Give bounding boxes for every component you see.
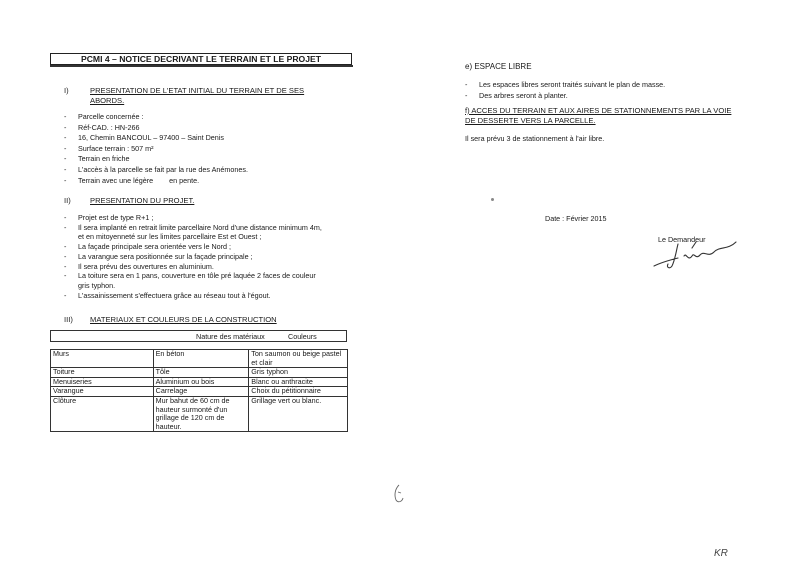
list-item: - Réf-CAD. : HN-266	[64, 123, 248, 134]
section-e-list	[465, 80, 665, 101]
list-item: - 16, Chemin BANCOUL – 97400 – Saint Denis	[64, 133, 248, 144]
section-3-heading-text: MATERIAUX ET COULEURS DE LA CONSTRUCTION	[90, 315, 277, 324]
table-row	[51, 350, 348, 368]
section-2-heading-text: PRESENTATION DU PROJET.	[90, 196, 195, 205]
table-cell-element: Clôture	[51, 396, 154, 431]
table-cell-nature: Mur bahut de 60 cm de hauteur surmonté d'un grillage de 120 cm de hauteur.	[153, 396, 249, 431]
section-3-number: III)	[64, 315, 73, 324]
list-item-line1: - La varangue sera positionnée sur la façade principale ;	[78, 251, 253, 261]
column-header-nature: Nature des matériaux	[196, 332, 265, 341]
title-underline	[50, 65, 353, 67]
section-f-heading-line1: f) ACCES DU TERRAIN ET AUX AIRES DE STATIONNEMENTS PAR LA VOIE	[465, 106, 732, 115]
list-item-line1: - La façade principale sera orientée vers le Nord ;	[78, 242, 232, 252]
list-item: - Terrain avec une légère en pente.	[64, 176, 248, 187]
section-1-list	[64, 112, 248, 186]
list-item-line2: et en mitoyenneté sur les limites parcellaire Est et Ouest ;	[78, 232, 262, 242]
list-item-line1: - Il sera implanté en retrait limite parcellaire Nord d'une distance minimum 4m,	[78, 222, 322, 232]
section-2-heading	[64, 196, 344, 206]
scan-dot	[491, 198, 494, 201]
list-item	[64, 223, 322, 242]
section-e-heading: e) ESPACE LIBRE	[465, 62, 532, 71]
section-1-heading-line2: ABORDS.	[90, 96, 125, 105]
table-cell-nature: Carrelage	[153, 387, 249, 397]
section-3-heading	[64, 315, 344, 325]
list-item-line1: - La toiture sera en 1 pans, couverture en tôle pré laquée 2 faces de couleur	[78, 271, 316, 281]
list-item: - Des arbres seront à planter.	[465, 91, 665, 102]
scan-mark-icon	[392, 483, 406, 505]
table-cell-nature: Tôle	[153, 368, 249, 378]
table-cell-element: Menuiseries	[51, 377, 154, 387]
document-date: Date : Février 2015	[545, 214, 607, 223]
section-1-heading-line1: PRESENTATION DE L'ETAT INITIAL DU TERRAIN ET DE SES	[90, 86, 305, 95]
list-item-line2: gris typhon.	[78, 280, 116, 290]
page-title: PCMI 4 – NOTICE DECRIVANT LE TERRAIN ET LE PROJET	[50, 53, 352, 65]
signatory-label: Le Demandeur	[658, 235, 706, 244]
list-item	[64, 291, 322, 301]
table-cell-couleur: Blanc ou anthracite	[249, 377, 348, 387]
table-cell-nature: En béton	[153, 350, 249, 368]
signature-image	[648, 236, 748, 272]
table-cell-couleur: Ton saumon ou beige pastel et clair	[249, 350, 348, 368]
list-item	[64, 213, 322, 223]
list-item	[64, 271, 322, 290]
list-item-line1: - Il sera prévu des ouvertures en aluminium.	[78, 261, 214, 271]
table-cell-couleur: Choix du pétitionnaire	[249, 387, 348, 397]
list-item-line1: - L'assainissement s'effectuera grâce au réseau tout à l'égout.	[78, 290, 271, 300]
materials-table	[50, 349, 348, 432]
section-1-heading	[64, 86, 344, 106]
materials-table-header	[50, 330, 347, 342]
list-item: - L'accès à la parcelle se fait par la rue des Anémones.	[64, 165, 248, 176]
table-row	[51, 396, 348, 431]
corner-initials: KR	[714, 548, 728, 559]
section-f-heading	[465, 106, 731, 126]
section-f-text: Il sera prévu 3 de stationnement à l'air libre.	[465, 134, 605, 143]
list-item: - Terrain en friche	[64, 154, 248, 165]
table-cell-element: Murs	[51, 350, 154, 368]
table-cell-element: Varangue	[51, 387, 154, 397]
list-item: - Surface terrain : 507 m²	[64, 144, 248, 155]
table-row	[51, 368, 348, 378]
table-cell-element: Toiture	[51, 368, 154, 378]
section-2-number: II)	[64, 196, 71, 205]
list-item-line1: - Projet est de type R+1 ;	[78, 213, 154, 222]
section-f-heading-line2: DE DESSERTE VERS LA PARCELLE.	[465, 116, 596, 125]
column-header-couleurs: Couleurs	[288, 332, 317, 341]
table-cell-couleur: Gris typhon	[249, 368, 348, 378]
list-item	[64, 242, 322, 252]
list-item	[64, 252, 322, 262]
table-cell-nature: Aluminium ou bois	[153, 377, 249, 387]
section-2-list	[64, 213, 322, 300]
list-item: - Parcelle concernée :	[64, 112, 248, 123]
section-1-number: I)	[64, 86, 69, 95]
list-item: - Les espaces libres seront traités suivant le plan de masse.	[465, 80, 665, 91]
list-item	[64, 262, 322, 272]
table-cell-couleur: Grillage vert ou blanc.	[249, 396, 348, 431]
